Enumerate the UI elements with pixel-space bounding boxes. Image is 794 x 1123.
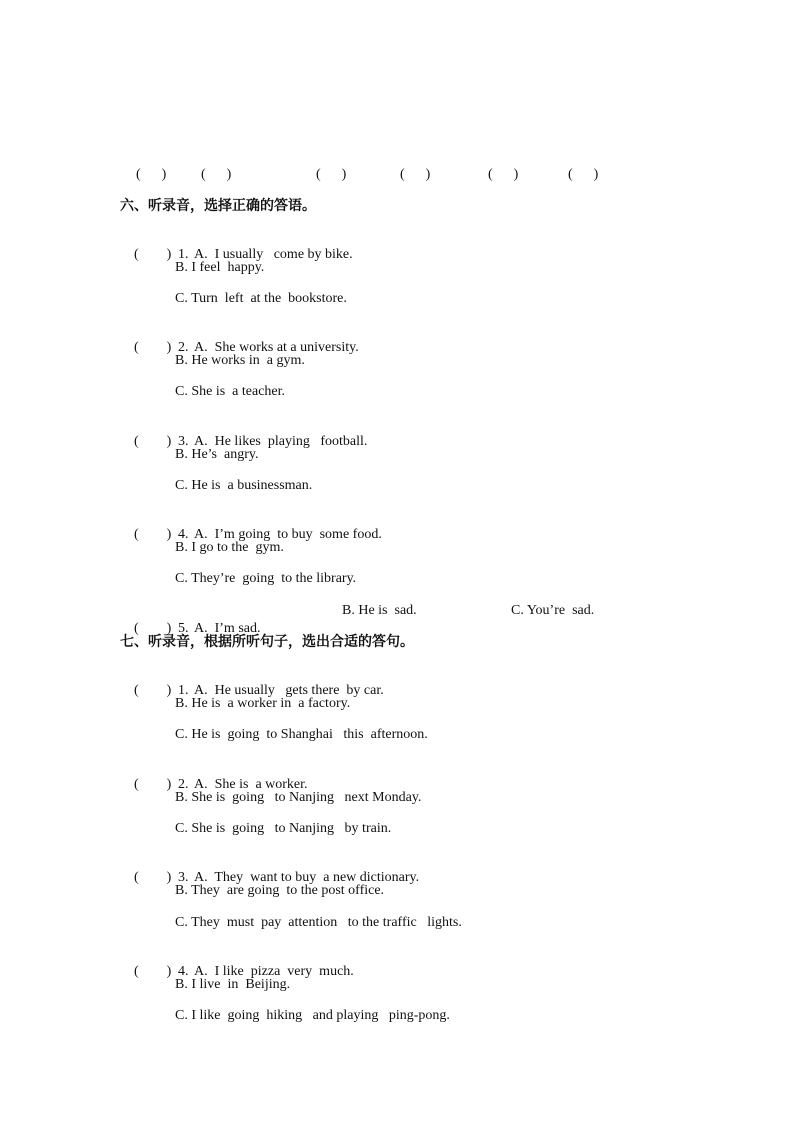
option-c: C. They’re going to the library. <box>175 571 357 586</box>
option-b: B. He is sad. <box>342 603 417 618</box>
question-number: 1. <box>178 247 189 262</box>
question-number: 3. <box>178 434 189 449</box>
question-number: 1. <box>178 683 189 698</box>
section-7-heading: 七、听录音，根据所听句子，选出合适的答句。 <box>120 634 414 650</box>
option-b: B. She is going to Nanjing next Monday. <box>175 790 422 805</box>
option-c: C. They must pay attention to the traffic lights. <box>175 915 462 930</box>
answer-blank[interactable]: ( ) <box>134 247 172 262</box>
answer-blank[interactable]: ( ) <box>134 964 172 979</box>
question-number: 2. <box>178 777 189 792</box>
answer-bracket[interactable]: ( ) <box>316 167 347 182</box>
option-a: A. I usually come by bike. <box>194 247 353 262</box>
answer-blank[interactable]: ( ) <box>134 621 172 636</box>
question-number: 3. <box>178 870 189 885</box>
option-b: B. They are going to the post office. <box>175 883 385 898</box>
answer-bracket[interactable]: ( ) <box>400 167 431 182</box>
section-6-heading: 六、听录音，选择正确的答语。 <box>120 198 316 214</box>
option-b: B. I feel happy. <box>175 260 265 275</box>
option-c: C. She is a teacher. <box>175 384 286 399</box>
question-number: 2. <box>178 340 189 355</box>
option-b: B. I go to the gym. <box>175 540 284 555</box>
option-a: A. They want to buy a new dictionary. <box>194 870 420 885</box>
answer-bracket[interactable]: ( ) <box>136 167 167 182</box>
option-a: A. I’m sad. <box>194 621 261 636</box>
answer-blank[interactable]: ( ) <box>134 683 172 698</box>
answer-blank[interactable]: ( ) <box>134 340 172 355</box>
option-b: B. He works in a gym. <box>175 353 305 368</box>
question-number: 4. <box>178 964 189 979</box>
answer-blank[interactable]: ( ) <box>134 527 172 542</box>
option-b: B. He’s angry. <box>175 447 259 462</box>
option-a: A. I’m going to buy some food. <box>194 527 382 542</box>
question-number: 4. <box>178 527 189 542</box>
option-c: C. He is a businessman. <box>175 478 313 493</box>
option-c: C. She is going to Nanjing by train. <box>175 821 392 836</box>
answer-bracket[interactable]: ( ) <box>201 167 232 182</box>
option-a: A. She is a worker. <box>194 777 308 792</box>
answer-blank[interactable]: ( ) <box>134 434 172 449</box>
option-b: B. He is a worker in a factory. <box>175 696 351 711</box>
answer-blank[interactable]: ( ) <box>134 870 172 885</box>
option-a: A. She works at a university. <box>194 340 359 355</box>
question-number: 5. <box>178 621 189 636</box>
option-c: C. Turn left at the bookstore. <box>175 291 347 306</box>
option-a: A. I like pizza very much. <box>194 964 354 979</box>
answer-blank[interactable]: ( ) <box>134 777 172 792</box>
option-b: B. I live in Beijing. <box>175 977 291 992</box>
answer-bracket[interactable]: ( ) <box>568 167 599 182</box>
option-c: C. You’re sad. <box>511 603 595 618</box>
option-c: C. He is going to Shanghai this afternoon. <box>175 727 428 742</box>
option-c: C. I like going hiking and playing ping-pong. <box>175 1008 450 1023</box>
option-a: A. He likes playing football. <box>194 434 368 449</box>
answer-bracket[interactable]: ( ) <box>488 167 519 182</box>
option-a: A. He usually gets there by car. <box>194 683 384 698</box>
